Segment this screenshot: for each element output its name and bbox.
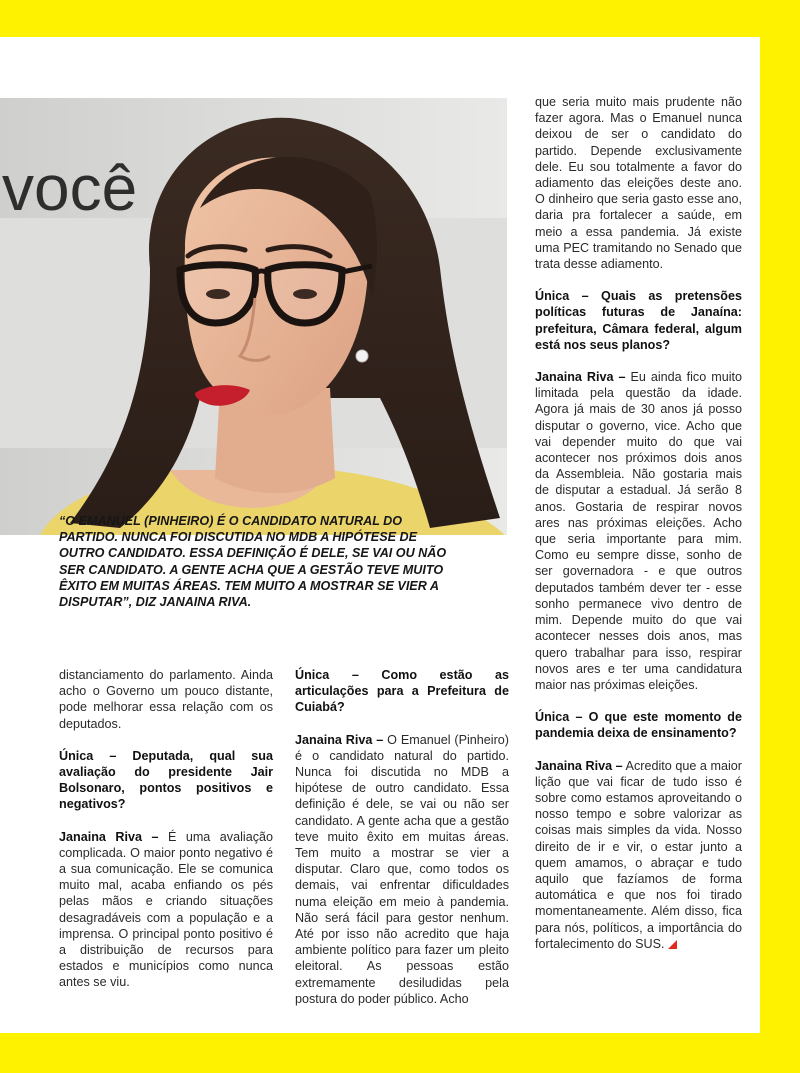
answer bbox=[295, 732, 509, 1007]
answer-text: O Emanuel (Pinheiro) é o candidato natural do partido. Nunca foi discutida no MDB a hipótese de outro candidato. Essa definição é dele, se vai ou não ser candidato. A gente acha que a gestão teve muito êxito em muitas áreas. Tem muito a mostrar se vier a disputar. Claro que, como todos os demais, vai enfrentar dificuldades numa eleição em meio à pandemia. Não será fácil para gestor nenhum. Até por isso não acredito que haja ambiente político para fazer um pleito eleitoral. As pessoas estão extremamente desiludidas pela postura do poder público. Acho bbox=[295, 732, 509, 1006]
paragraph: distanciamento do parlamento. Ainda acho o Governo um pouco distante, pode melhorar essa relação com os deputados. bbox=[59, 668, 273, 731]
speaker-name: Janaina Riva – bbox=[295, 732, 384, 747]
answer-text: Acredito que a maior lição que vai ficar de tudo isso é sobre como estamos aproveitando o nosso tempo e sobre valorizar as coisas mais simples da vida. Nosso direito de ir e vir, o estar junto a quem amamos, o abraçar e tudo aquilo que fazíamos de forma automática e que nos foi tirado momentaneamente. Além disso, fica para nós, políticos, a importância do fortalecimento do SUS. bbox=[535, 758, 742, 951]
portrait-illustration bbox=[0, 98, 507, 535]
speaker-name: Janaina Riva – bbox=[535, 758, 623, 773]
speaker-name: Janaina Riva – bbox=[59, 829, 159, 844]
answer-text: Eu ainda fico muito limitada pela questão da idade. Agora já mais de 30 anos já posso disputar o governo, vice. Acho que vai depender muito do que vai acontecer nos próximos dois anos da Assembleia. Não gostaria mais de disputar a estadual. Já serão 8 anos. Gostaria de respirar novos ares nas próximas eleições. Acho que seria importante para mim. Como eu sempre disse, sonho de ser governadora - e que outros deputados também dever ter - esse sonho permanece vivo dentro de mim. Depende muito do que vai acontecer nesses dois anos, mas quero trabalhar para isso, respirar novos ares e ter uma candidatura maior nas próximas eleições. bbox=[535, 370, 742, 692]
portrait-photo bbox=[0, 98, 507, 535]
question: Única – Quais as pretensões políticas futuras de Janaína: prefeitura, Câmara federal, algum está nos seus planos? bbox=[535, 289, 742, 352]
question: Única – Deputada, qual sua avaliação do presidente Jair Bolsonaro, pontos positivos e negativos? bbox=[59, 748, 273, 812]
text-column-3 bbox=[535, 94, 742, 952]
paragraph: que seria muito mais prudente não fazer agora. Mas o Emanuel nunca deixou de ser o candidato do partido. Depende exclusivamente dele. Eu sou totalmente a favor do adiamento das eleições deste ano. O dinheiro que seria gasto esse ano, daria pra fortalecer a saúde, em meio a essa pandemia. Já existe uma PEC tramitando no Senado que trata desse adiamento. bbox=[535, 95, 742, 272]
answer bbox=[535, 758, 742, 952]
photo-caption: “O EMANUEL (PINHEIRO) É O CANDIDATO NATURAL DO PARTIDO. NUNCA FOI DISCUTIDA NO MDB A HIPÓTESE DE OUTRO CANDIDATO. ESSA DEFINIÇÃO É DELE, SE VAI OU NÃO SER CANDIDATO. A GENTE ACHA QUE A GESTÃO TEVE MUITO ÊXITO EM MUITAS ÁREAS. TEM MUITO A MOSTRAR SE VIER A DISPUTAR”, DIZ JANAINA RIVA. bbox=[59, 514, 447, 610]
answer bbox=[59, 829, 273, 991]
magazine-page bbox=[0, 37, 760, 1033]
speaker-name: Janaina Riva – bbox=[535, 370, 626, 385]
answer bbox=[535, 369, 742, 693]
background-sign-text: você bbox=[2, 152, 138, 224]
question: Única – Como estão as articulações para a Prefeitura de Cuiabá? bbox=[295, 668, 509, 715]
end-of-article-icon bbox=[668, 940, 677, 949]
text-column-1 bbox=[59, 667, 273, 991]
answer-text: É uma avaliação complicada. O maior ponto negativo é a sua comunicação. Ele se comunica muito mal, acaba enfiando os pés pelas mãos e criando situações desagradáveis com a população e a imprensa. O principal ponto positivo é a distribuição de recursos para estados e municípios como nunca antes se viu. bbox=[59, 829, 273, 990]
question: Única – O que este momento de pandemia deixa de ensinamento? bbox=[535, 710, 742, 741]
text-column-2 bbox=[295, 667, 509, 1007]
